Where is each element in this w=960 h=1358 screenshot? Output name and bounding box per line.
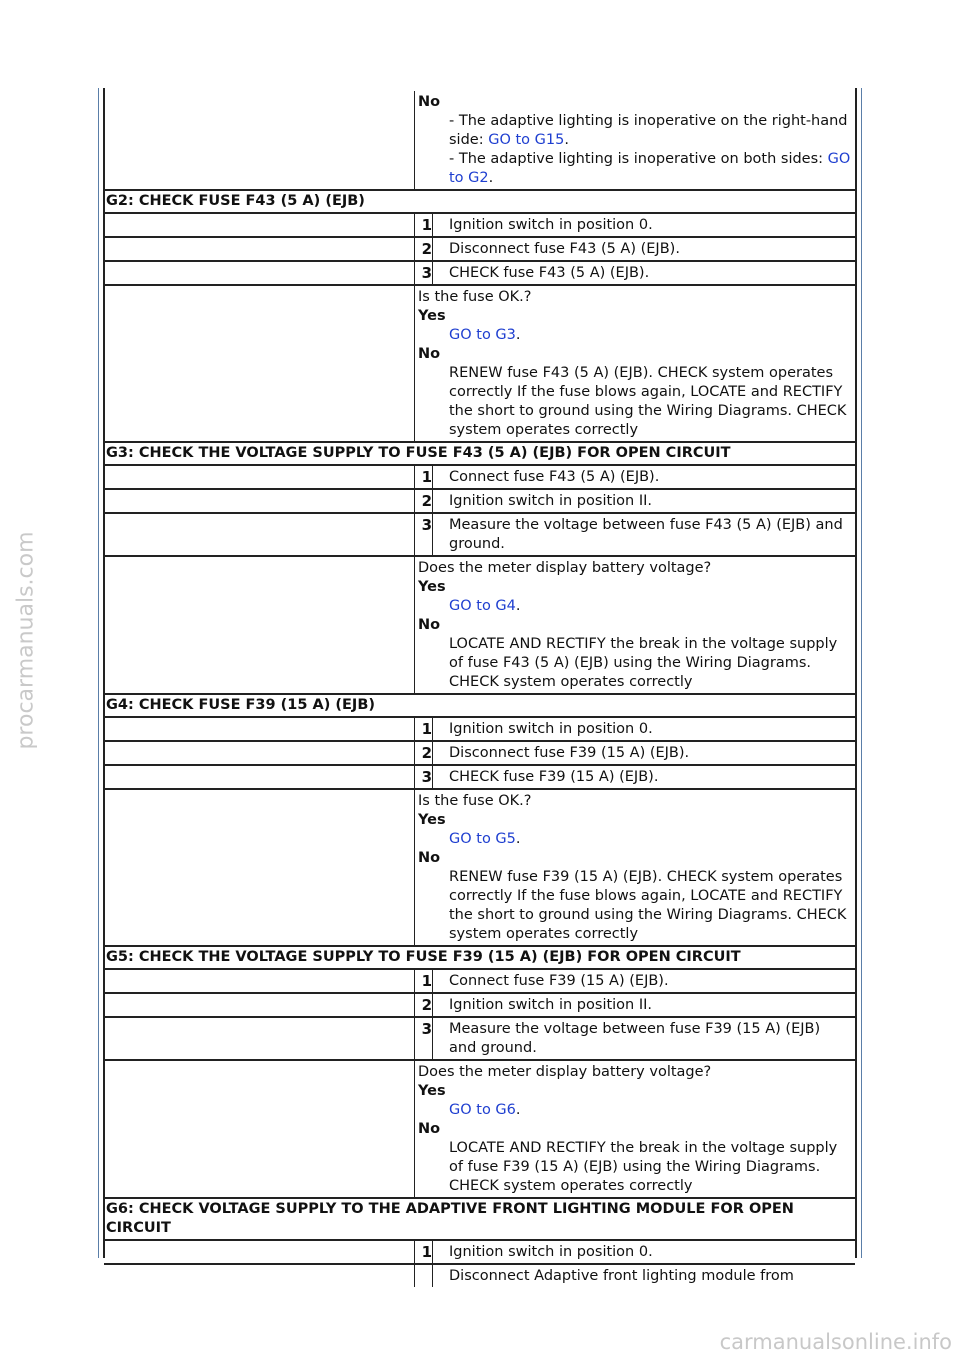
no-label: No — [418, 1121, 441, 1137]
step-text: Measure the voltage between fuse F43 (5 A) (EJB) and ground. — [449, 517, 843, 552]
step-text: Ignition switch in position II. — [449, 997, 653, 1013]
yes-label: Yes — [418, 308, 446, 324]
result-line: - The adaptive lighting is inoperative on both sides: GO to G2. — [449, 151, 851, 186]
test-section — [104, 443, 855, 695]
step-row — [104, 1265, 855, 1287]
go-to-link[interactable]: GO to G6 — [449, 1102, 516, 1118]
step-row — [104, 766, 855, 790]
step-text: Disconnect Adaptive front lighting module from — [449, 1268, 794, 1284]
step-row — [104, 238, 855, 262]
test-section — [104, 191, 855, 443]
step-text: Disconnect fuse F43 (5 A) (EJB). — [449, 241, 680, 257]
step-number: 3 — [415, 1018, 433, 1059]
step-row — [104, 214, 855, 238]
step-number: 2 — [415, 490, 433, 512]
no-text: LOCATE AND RECTIFY the break in the voltage supply of fuse F43 (5 A) (EJB) using the Wiring Diagrams. CHECK system operates correctly — [449, 636, 838, 690]
no-label: No — [418, 346, 441, 362]
section-heading: G2: CHECK FUSE F43 (5 A) (EJB) — [104, 191, 855, 214]
step-text: Connect fuse F39 (15 A) (EJB). — [449, 973, 669, 989]
yes-label: Yes — [418, 812, 446, 828]
section-heading: G4: CHECK FUSE F39 (15 A) (EJB) — [104, 695, 855, 718]
result-block: Is the fuse OK.? Yes GO to G5. No RENEW fuse F39 (15 A) (EJB). CHECK system operates correctly If the fuse blows again, LOCATE and RECTIFY the short to ground using the Wiring Diagrams. CHECK system operates correctly — [104, 790, 855, 947]
step-row — [104, 262, 855, 286]
no-label: No — [418, 617, 441, 633]
side-watermark: procarmanuals.com — [13, 530, 39, 750]
question: Is the fuse OK.? — [418, 289, 532, 305]
section-heading: G3: CHECK THE VOLTAGE SUPPLY TO FUSE F43 (5 A) (EJB) FOR OPEN CIRCUIT — [104, 443, 855, 466]
test-section-g6 — [104, 1199, 855, 1287]
go-to-link[interactable]: GO to G15 — [488, 132, 565, 148]
step-row — [104, 994, 855, 1018]
step-text: Ignition switch in position 0. — [449, 721, 653, 737]
step-text: Ignition switch in position 0. — [449, 1244, 653, 1260]
step-text: Ignition switch in position 0. — [449, 217, 653, 233]
go-to-link[interactable]: GO to G3 — [449, 327, 516, 343]
step-number: 3 — [415, 514, 433, 555]
question: Does the meter display battery voltage? — [418, 1064, 712, 1080]
step-number: 3 — [415, 766, 433, 788]
step-number: 2 — [415, 238, 433, 260]
left-margin-line-outer — [98, 88, 99, 1258]
step-number: 3 — [415, 262, 433, 284]
step-text: Ignition switch in position II. — [449, 493, 653, 509]
step-number: 1 — [415, 970, 433, 992]
top-result-block — [104, 91, 855, 191]
step-row — [104, 466, 855, 490]
no-text: RENEW fuse F39 (15 A) (EJB). CHECK system operates correctly If the fuse blows again, LOCATE and RECTIFY the short to ground using the Wiring Diagrams. CHECK system operates correctly — [449, 869, 847, 942]
go-to-link[interactable]: GO to G4 — [449, 598, 516, 614]
result-block: Does the meter display battery voltage? Yes GO to G6. No LOCATE AND RECTIFY the break in the voltage supply of fuse F39 (15 A) (EJB) using the Wiring Diagrams. CHECK system operates correctly — [104, 1061, 855, 1199]
step-row — [104, 1241, 855, 1265]
step-row — [104, 1018, 855, 1061]
test-section — [104, 947, 855, 1199]
yes-label: Yes — [418, 579, 446, 595]
go-to-link[interactable]: GO to G5 — [449, 831, 516, 847]
result-line: - The adaptive lighting is inoperative on the right-hand side: GO to G15. — [449, 113, 848, 148]
procedure-table — [104, 91, 855, 1287]
yes-label: Yes — [418, 1083, 446, 1099]
step-row — [104, 514, 855, 557]
test-sections — [104, 191, 855, 1199]
step-number — [415, 1265, 433, 1287]
step-row — [104, 970, 855, 994]
step-number: 2 — [415, 994, 433, 1016]
step-text: Measure the voltage between fuse F39 (15 A) (EJB) and ground. — [449, 1021, 821, 1056]
step-text: Disconnect fuse F39 (15 A) (EJB). — [449, 745, 690, 761]
step-row — [104, 718, 855, 742]
step-text: CHECK fuse F39 (15 A) (EJB). — [449, 769, 659, 785]
bottom-watermark: carmanualsonline.info — [719, 1330, 952, 1354]
step-number: 2 — [415, 742, 433, 764]
step-number: 1 — [415, 466, 433, 488]
no-label: No — [418, 850, 441, 866]
result-block: Does the meter display battery voltage? Yes GO to G4. No LOCATE AND RECTIFY the break in the voltage supply of fuse F43 (5 A) (EJB) using the Wiring Diagrams. CHECK system operates correctly — [104, 557, 855, 695]
section-heading: G6: CHECK VOLTAGE SUPPLY TO THE ADAPTIVE FRONT LIGHTING MODULE FOR OPEN CIRCUIT — [104, 1199, 855, 1241]
no-label: No — [418, 94, 441, 110]
go-to-link[interactable]: GO to G2 — [449, 151, 851, 186]
no-text: RENEW fuse F43 (5 A) (EJB). CHECK system operates correctly If the fuse blows again, LOCATE and RECTIFY the short to ground using the Wiring Diagrams. CHECK system operates correctly — [449, 365, 847, 438]
step-number: 1 — [415, 1241, 433, 1263]
step-row — [104, 742, 855, 766]
step-row — [104, 490, 855, 514]
question: Is the fuse OK.? — [418, 793, 532, 809]
result-block: Is the fuse OK.? Yes GO to G3. No RENEW fuse F43 (5 A) (EJB). CHECK system operates correctly If the fuse blows again, LOCATE and RECTIFY the short to ground using the Wiring Diagrams. CHECK system operates correctly — [104, 286, 855, 443]
test-section — [104, 695, 855, 947]
no-text: LOCATE AND RECTIFY the break in the voltage supply of fuse F39 (15 A) (EJB) using the Wiring Diagrams. CHECK system operates correctly — [449, 1140, 838, 1194]
question: Does the meter display battery voltage? — [418, 560, 712, 576]
step-text: Connect fuse F43 (5 A) (EJB). — [449, 469, 660, 485]
step-text: CHECK fuse F43 (5 A) (EJB). — [449, 265, 650, 281]
section-heading: G5: CHECK THE VOLTAGE SUPPLY TO FUSE F39 (15 A) (EJB) FOR OPEN CIRCUIT — [104, 947, 855, 970]
right-margin-line-outer — [861, 88, 862, 1258]
step-number: 1 — [415, 214, 433, 236]
right-margin-line-inner — [855, 88, 857, 1258]
step-number: 1 — [415, 718, 433, 740]
